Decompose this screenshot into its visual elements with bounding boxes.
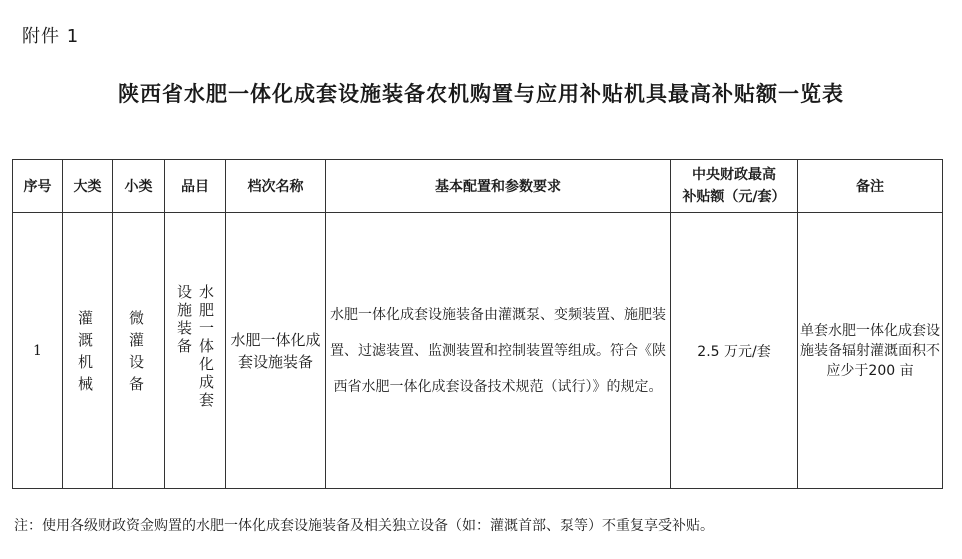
cell-subcategory (113, 213, 165, 489)
header-note: 备注 (798, 160, 943, 213)
header-category: 大类 (63, 160, 113, 213)
header-seq: 序号 (13, 160, 63, 213)
category-text: 灌溉机械 (77, 308, 97, 393)
table-row (13, 213, 943, 489)
header-subcategory: 小类 (113, 160, 165, 213)
header-config: 基本配置和参数要求 (326, 160, 671, 213)
subcategory-text: 微灌设备 (128, 308, 148, 393)
cell-grade: 水肥一体化成套设施装备 (226, 213, 326, 489)
footnote: 注：使用各级财政资金购置的水肥一体化成套设施装备及相关独立设备（如：灌溉首部、泵等）不重复享受补贴。 (14, 518, 714, 534)
item-text: 水肥一体化成套设施装备 (175, 283, 215, 410)
table-header-row (13, 160, 943, 213)
cell-note: 单套水肥一体化成套设施装备辐射灌溉面积不应少于200 亩 (798, 213, 943, 489)
header-grade: 档次名称 (226, 160, 326, 213)
header-item: 品目 (165, 160, 226, 213)
cell-item (165, 213, 226, 489)
cell-seq: 1 (13, 213, 63, 489)
header-fund (671, 160, 798, 213)
header-fund-line1: 中央财政最高 (692, 167, 776, 183)
cell-config: 水肥一体化成套设施装备由灌溉泵、变频装置、施肥装置、过滤装置、监测装置和控制装置等组成。符合《陕西省水肥一体化成套设备技术规范（试行）》的规定。 (326, 213, 671, 489)
cell-category (63, 213, 113, 489)
attachment-label: 附件 1 (22, 26, 80, 47)
cell-amount: 2.5 万元/套 (671, 213, 798, 489)
header-fund-line2: 补贴额（元/套） (682, 189, 786, 205)
subsidy-table (12, 159, 943, 489)
page-title: 陕西省水肥一体化成套设施装备农机购置与应用补贴机具最高补贴额一览表 (118, 82, 844, 106)
